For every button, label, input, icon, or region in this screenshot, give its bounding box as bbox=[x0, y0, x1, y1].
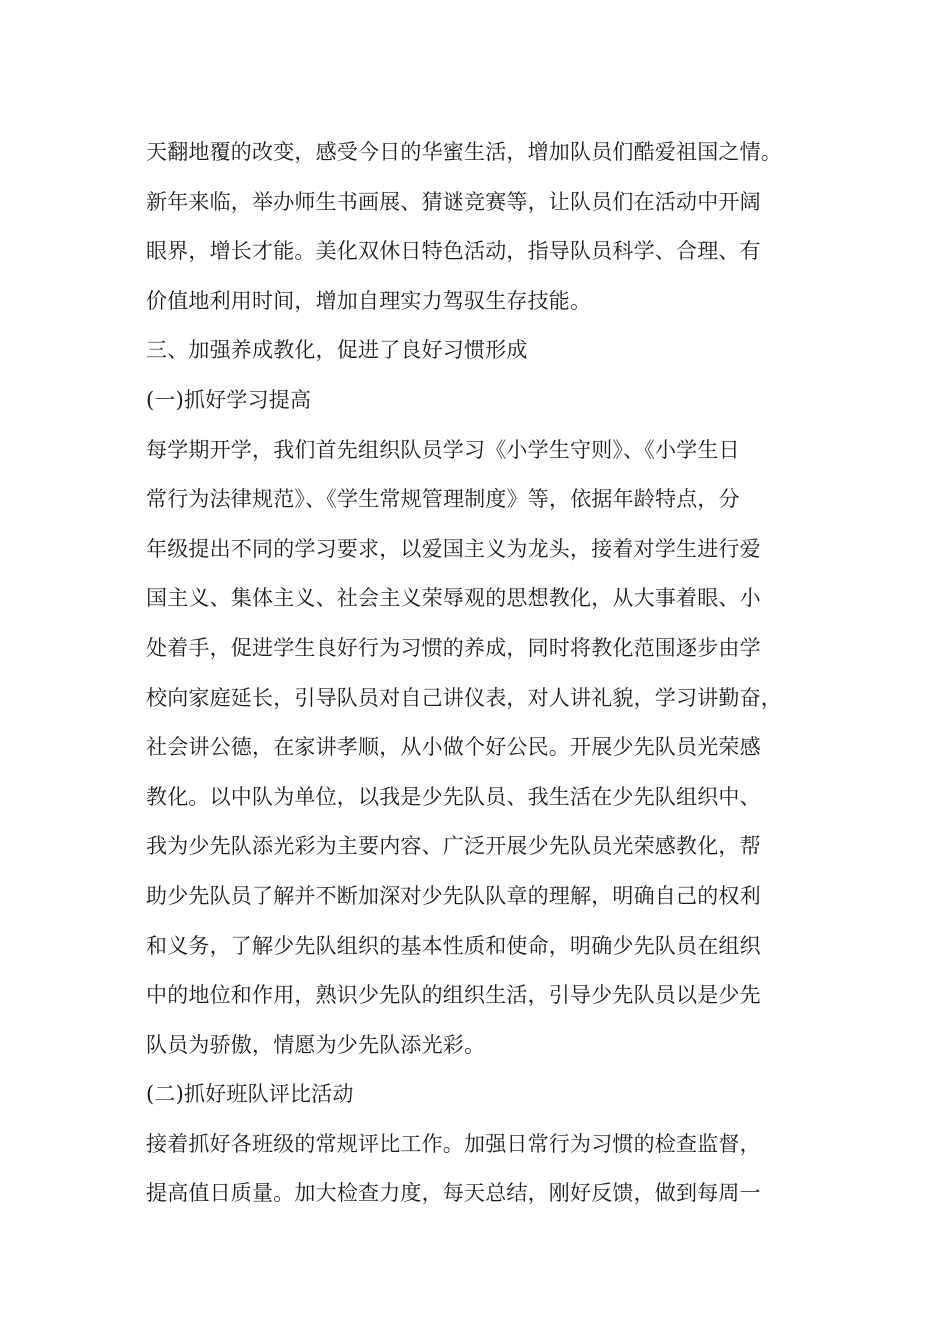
text-line: 天翻地覆的改变，感受今日的华蜜生活，增加队员们酷爱祖国之情。 bbox=[146, 140, 782, 164]
text-line: 每学期开学，我们首先组织队员学习《小学生守则》、《小学生日 bbox=[146, 437, 740, 462]
text-line: 处着手，促进学生良好行为习惯的养成，同时将教化范围逐步由学 bbox=[146, 635, 761, 660]
section-heading: 三、加强养成教化，促进了良好习惯形成 bbox=[146, 338, 528, 363]
text-line: 年级提出不同的学习要求，以爱国主义为龙头，接着对学生进行爱 bbox=[146, 536, 761, 561]
text-line: 教化。以中队为单位，以我是少先队员、我生活在少先队组织中、 bbox=[146, 784, 761, 809]
subsection-heading: (一)抓好学习提高 bbox=[146, 387, 312, 412]
text-line: 提高值日质量。加大检查力度，每天总结，刚好反馈，做到每周一 bbox=[146, 1181, 761, 1206]
text-line: 眼界，增长才能。美化双休日特色活动，指导队员科学、合理、有 bbox=[146, 239, 761, 264]
text-line: 我为少先队添光彩为主要内容、广泛开展少先队员光荣感教化，帮 bbox=[146, 834, 761, 859]
text-line: 和义务，了解少先队组织的基本性质和使命，明确少先队员在组织 bbox=[146, 933, 761, 958]
text-line: 社会讲公德，在家讲孝顺，从小做个好公民。开展少先队员光荣感 bbox=[146, 735, 761, 760]
text-line: 助少先队员了解并不断加深对少先队队章的理解，明确自己的权利 bbox=[146, 883, 761, 908]
text-line: 新年来临，举办师生书画展、猜谜竞赛等，让队员们在活动中开阔 bbox=[146, 189, 761, 214]
text-line: 中的地位和作用，熟识少先队的组织生活，引导少先队员以是少先 bbox=[146, 983, 761, 1008]
text-line: 常行为法律规范》、《学生常规管理制度》等，依据年龄特点，分 bbox=[146, 487, 740, 512]
text-line: 价值地利用时间，增加自理实力驾驭生存技能。 bbox=[146, 288, 592, 313]
document-body bbox=[146, 128, 846, 1219]
text-line: 队员为骄傲，情愿为少先队添光彩。 bbox=[146, 1032, 486, 1057]
text-line: 校向家庭延长，引导队员对自己讲仪表，对人讲礼貌，学习讲勤奋， bbox=[146, 685, 782, 710]
text-line: 接着抓好各班级的常规评比工作。加强日常行为习惯的检查监督， bbox=[146, 1131, 761, 1156]
text-line: 国主义、集体主义、社会主义荣辱观的思想教化，从大事着眼、小 bbox=[146, 586, 761, 611]
subsection-heading: (二)抓好班队评比活动 bbox=[146, 1082, 354, 1107]
